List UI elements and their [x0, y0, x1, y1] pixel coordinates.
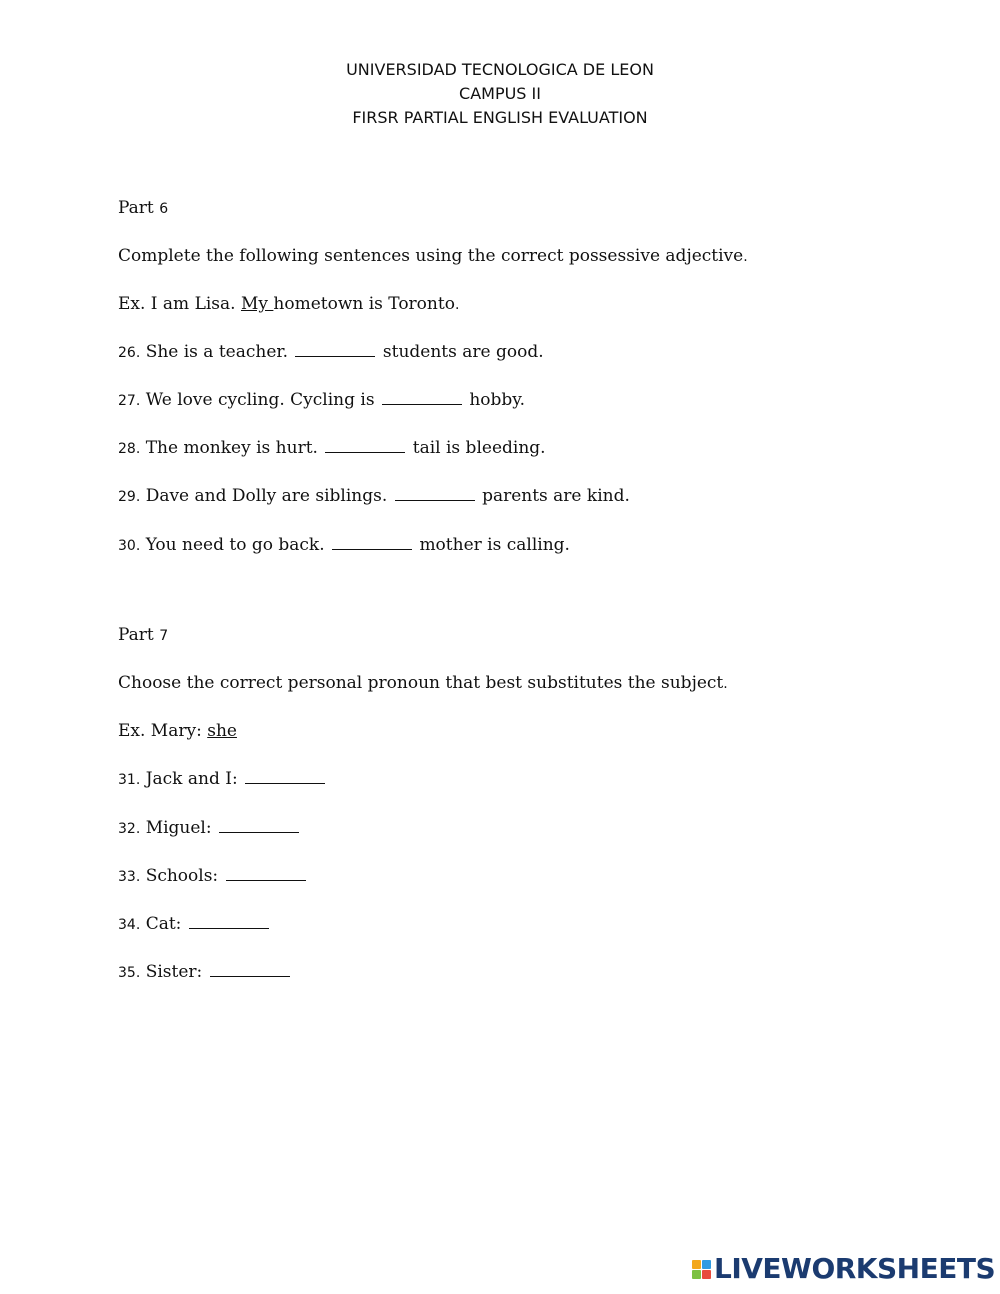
example-answer: My: [240, 294, 274, 314]
question-33: 33. Schools:: [118, 865, 308, 888]
question-32: 32. Miguel:: [118, 817, 301, 840]
campus-name: CAMPUS II: [459, 84, 541, 103]
part6-heading: Part 6: [118, 198, 169, 218]
question-28: 28. The monkey is hurt. tail is bleeding.: [118, 438, 546, 458]
liveworksheets-logo: [692, 1254, 995, 1284]
answer-blank-28[interactable]: [325, 438, 405, 453]
part7-instruction: Choose the correct personal pronoun that best substitutes the subject.: [118, 673, 728, 693]
answer-blank-34[interactable]: [189, 914, 269, 929]
part7-heading: Part 7: [118, 625, 169, 645]
part7-example: Ex. Mary: she: [118, 721, 237, 741]
evaluation-title: FIRSR PARTIAL ENGLISH EVALUATION: [352, 108, 648, 127]
logo-wordmark: LIVEWORKSHEETS: [714, 1252, 996, 1285]
question-35: 35. Sister:: [118, 961, 292, 984]
answer-blank-35[interactable]: [210, 962, 290, 977]
answer-blank-27[interactable]: [382, 390, 462, 405]
logo-tiles-icon: [692, 1260, 711, 1279]
question-27: 27. We love cycling. Cycling is hobby.: [118, 390, 526, 410]
question-31: 31. Jack and I:: [118, 768, 327, 791]
answer-blank-33[interactable]: [226, 866, 306, 881]
example-answer: she: [207, 721, 237, 741]
question-34: 34. Cat:: [118, 913, 271, 936]
answer-blank-26[interactable]: [295, 342, 375, 357]
answer-blank-31[interactable]: [245, 769, 325, 784]
university-name: UNIVERSIDAD TECNOLOGICA DE LEON: [346, 60, 654, 79]
document-header: [0, 58, 1000, 130]
answer-blank-29[interactable]: [395, 486, 475, 501]
question-30: 30. You need to go back. mother is calling.: [118, 535, 570, 555]
answer-blank-30[interactable]: [332, 535, 412, 550]
part6-example: Ex. I am Lisa. My hometown is Toronto.: [118, 294, 460, 314]
part6-instruction: Complete the following sentences using the correct possessive adjective.: [118, 246, 748, 266]
question-29: 29. Dave and Dolly are siblings. parents are kind.: [118, 486, 630, 506]
question-26: 26. She is a teacher. students are good.: [118, 342, 544, 362]
answer-blank-32[interactable]: [219, 818, 299, 833]
